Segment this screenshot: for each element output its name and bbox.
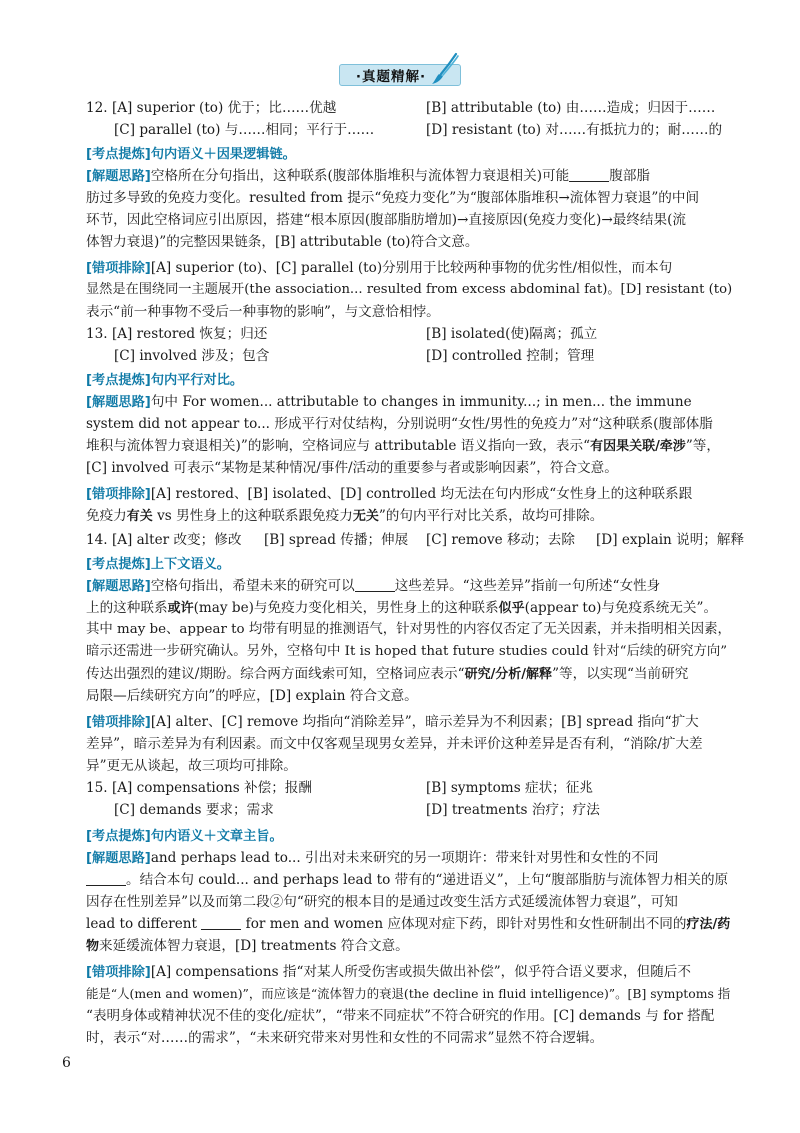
kaodian-text: 句内平行对比。 [150, 373, 244, 388]
q13-jieti-line-3 [86, 436, 720, 456]
q15-cuoxiang-line-2: 能是“人(men and women)”，而应该是“流体智力的衰退(the decline in fluid intelligence)”。[B] symptoms 指 [86, 986, 731, 1001]
text-run: (appear to)与免疫系统无关”。 [524, 600, 718, 616]
q14-cuoxiang-line-1 [86, 712, 699, 732]
text-run: for men and women 应体现对症下药，即针对男性和女性研制出不同的 [245, 916, 687, 932]
text-run: ”等，以实现“当前研究 [552, 666, 689, 682]
cuoxiang-tag: [错项排除] [86, 715, 151, 730]
q15-cuoxiang-line-4: 时，表示“对……的需求”，“未来研究带来对男性和女性的不同需求”显然不符合逻辑。 [86, 1030, 604, 1046]
answer-blank [355, 577, 395, 592]
q14-cuoxiang-line-2: 差异”，暗示差异为有利因素。而文中仅客观呈现男女差异，并未评价这种差异是否有利，“消除/扩大差 [86, 736, 703, 752]
bold-text: 或许 [167, 601, 194, 616]
kaodian-text: 上下文语义。 [150, 557, 230, 572]
q14-option-d: [D] explain 说明；解释 [596, 532, 745, 548]
text-run: [A] restored、[B] isolated、[D] controlled 均无法在句内形成“女性身上的这种联系跟 [150, 486, 693, 502]
section-title-badge [339, 64, 461, 86]
cuoxiang-tag: [错项排除] [86, 487, 151, 502]
q14-jieti-line-4: 暗示还需进一步研究确认。另外，空格句中 It is hoped that future studies could 针对“后续的研究方向” [86, 644, 728, 659]
q12-jieti-line-3: 环节，因此空格词应引出原因，搭建“根本原因(腹部脂肪增加)→直接原因(免疫力变化)→最终结果(流 [86, 212, 686, 228]
bold-text: 有因果关联/牵涉 [590, 439, 686, 454]
q13-jieti-line-1 [86, 392, 692, 412]
text-run: 空格所在分句指出，这种联系(腹部体脂堆积与流体智力衰退相关)可能 [150, 168, 570, 184]
q13-cuoxiang-line-1 [86, 484, 692, 504]
q13-kaodian [86, 370, 243, 390]
q13-jieti-line-2: system did not appear to... 形成平行对仗结构，分别说明“女性/男性的免疫力”对“这种联系(腹部体脂 [86, 416, 713, 432]
q15-option-c: [C] demands 要求；需求 [114, 802, 274, 818]
section-title: ·真题精解· [355, 69, 427, 85]
kaodian-tag: [考点提炼] [86, 829, 151, 844]
q12-option-b: [B] attributable (to) 由……造成；归因于…… [426, 100, 716, 116]
q12-jieti-line-4: 体智力衰退)”的完整因果链条，[B] attributable (to)符合文意。 [86, 234, 479, 250]
kaodian-text: 句内语义＋因果逻辑链。 [150, 147, 296, 162]
cuoxiang-tag: [错项排除] [86, 261, 151, 276]
text-run: 来延缓流体智力衰退，[D] treatments 符合文意。 [99, 938, 409, 954]
page-number: 6 [62, 1055, 71, 1071]
bold-text: 物 [86, 939, 100, 954]
q13-option-b: [B] isolated(使)隔离；孤立 [426, 326, 598, 342]
q15-option-d: [D] treatments 治疗；疗法 [426, 802, 600, 818]
text-run: 传达出强烈的建议/期盼。综合两方面线索可知，空格词应表示“ [86, 666, 465, 682]
q13-cuoxiang-line-2 [86, 506, 603, 526]
q12-cuoxiang-line-1 [86, 258, 672, 278]
q12-option-c: [C] parallel (to) 与……相同；平行于…… [114, 122, 375, 138]
q14-jieti-line-3: 其中 may be、appear to 均带有明显的推测语气，针对男性的内容仅否定了无关因素，并未指明相关因素， [86, 622, 731, 637]
kaodian-tag: [考点提炼] [86, 557, 151, 572]
q15-jieti-line-5 [86, 936, 409, 956]
bold-text: 有关 [126, 509, 153, 524]
text-run: and perhaps lead to... 引出对未来研究的另一项期许：带来针对男性和女性的不同 [150, 850, 659, 866]
bold-text: 似乎 [498, 601, 525, 616]
brush-icon [430, 52, 462, 86]
q14-cuoxiang-line-3: 异”更无从谈起，故三项均可排除。 [86, 758, 297, 774]
jieti-tag: [解题思路] [86, 395, 151, 410]
text-run: 腹部脂 [609, 168, 651, 184]
text-run: [A] superior (to)、[C] parallel (to)分别用于比较两种事物的优劣性/相似性，而本句 [150, 260, 673, 276]
q15-option-b: [B] symptoms 症状；征兆 [426, 780, 593, 796]
q12-cuoxiang-line-3: 表示“前一种事物不受后一种事物的影响”，与文意恰相悖。 [86, 304, 440, 320]
bold-text: 研究/分析/解释 [464, 667, 553, 682]
text-run: 上的这种联系 [86, 600, 168, 616]
kaodian-text: 句内语义＋文章主旨。 [150, 829, 283, 844]
text-run: 堆积与流体智力衰退相关)”的影响，空格词应与 attributable 语义指向一致，表示“ [86, 438, 591, 454]
q14-option-b: [B] spread 传播；伸展 [264, 532, 409, 548]
q12-jieti-line-1 [86, 166, 650, 186]
answer-blank [86, 871, 126, 886]
q15-jieti-line-1 [86, 848, 658, 868]
jieti-tag: [解题思路] [86, 579, 151, 594]
q14-option-c: [C] remove 移动；去除 [426, 532, 575, 548]
answer-blank [569, 167, 609, 182]
q15-cuoxiang-line-1 [86, 962, 691, 982]
text-run: (may be)与免疫力变化相关，男性身上的这种联系 [193, 600, 499, 616]
q12-option-d: [D] resistant (to) 对……有抵抗力的；耐……的 [426, 122, 723, 138]
answer-blank [201, 915, 241, 930]
text-run: vs 男性身上的这种联系跟免疫力 [152, 508, 353, 524]
q13-option-a: 13. [A] restored 恢复；归还 [86, 326, 268, 342]
kaodian-tag: [考点提炼] [86, 147, 151, 162]
q15-cuoxiang-line-3: “表明身体或精神状况不佳的变化/症状”，“带来不同症状”不符合研究的作用。[C] demands 与 for 搭配 [86, 1008, 715, 1024]
q15-option-a: 15. [A] compensations 补偿；报酬 [86, 780, 312, 796]
bold-text: 无关 [352, 509, 379, 524]
q12-jieti-line-2: 肪过多导致的免疫力变化。resulted from 提示“免疫力变化”为“腹部体脂堆积→流体智力衰退”的中间 [86, 190, 700, 206]
text-run: ”等， [685, 438, 720, 454]
cuoxiang-tag: [错项排除] [86, 965, 151, 980]
text-run: 免疫力 [86, 508, 127, 524]
q13-option-c: [C] involved 涉及；包含 [114, 348, 270, 364]
kaodian-tag: [考点提炼] [86, 373, 151, 388]
text-run: 这些差异。“这些差异”指前一句所述“女性身 [394, 578, 661, 594]
q15-jieti-line-4 [86, 914, 730, 934]
text-run: 句中 For women... attributable to changes in immunity...; in men... the immune [150, 394, 692, 410]
q15-kaodian [86, 826, 283, 846]
section-header [0, 58, 800, 92]
q14-jieti-line-5 [86, 664, 688, 684]
q12-option-a: 12. [A] superior (to) 优于；比……优越 [86, 100, 337, 116]
text-run: lead to different [86, 916, 198, 932]
text-run: [A] alter、[C] remove 均指向“消除差异”，暗示差异为不利因素；[B] spread 指向“扩大 [150, 714, 699, 730]
q14-jieti-line-2 [86, 598, 717, 618]
text-run: [A] compensations 指“对某人所受伤害或损失做出补偿”，似乎符合语义要求，但随后不 [150, 964, 691, 980]
q15-jieti-line-2 [86, 870, 728, 890]
q12-cuoxiang-line-2: 显然是在围绕同一主题展开(the association... resulted from excess abdominal fat)。[D] resistant (to) [86, 282, 733, 297]
q13-jieti-line-4: [C] involved 可表示“某物是某种情况/事件/活动的重要参与者或影响因素”，符合文意。 [86, 460, 618, 476]
jieti-tag: [解题思路] [86, 169, 151, 184]
q14-option-a: 14. [A] alter 改变；修改 [86, 532, 242, 548]
q12-kaodian [86, 144, 296, 164]
q14-kaodian [86, 554, 230, 574]
q13-option-d: [D] controlled 控制；管理 [426, 348, 595, 364]
text-run: 空格句指出，希望未来的研究可以 [150, 578, 355, 594]
bold-text: 疗法/药 [686, 917, 731, 932]
q15-jieti-line-3: 因存在性别差异”以及而第二段②句“研究的根本目的是通过改变生活方式延缓流体智力衰退”，可知 [86, 894, 678, 910]
jieti-tag: [解题思路] [86, 851, 151, 866]
text-run: 。结合本句 could... and perhaps lead to 带有的“递进语义”，上句“腹部脂肪与流体智力相关的原 [126, 872, 729, 888]
q14-jieti-line-1 [86, 576, 660, 596]
q14-jieti-line-6: 局限—后续研究方向”的呼应，[D] explain 符合文意。 [86, 688, 418, 704]
text-run: ”的句内平行对比关系，故均可排除。 [378, 508, 604, 524]
